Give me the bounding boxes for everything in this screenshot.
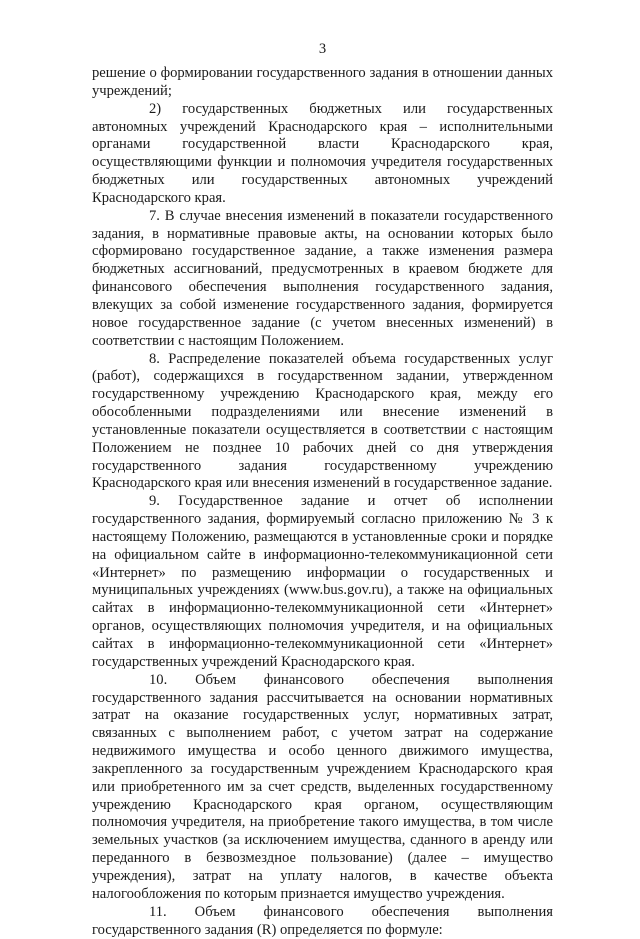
paragraph-item-11: 11. Объем финансового обеспечения выполнения государственного задания (R) определяется по формуле: bbox=[92, 903, 553, 938]
paragraph-item-9: 9. Государственное задание и отчет об исполнении государственного задания, формируемый согласно приложению № 3 к настоящему Положению, размещаются в установленные сроки и порядке на официальном сайте в информационно-телекоммуникационной сети «Интернет» по размещению информации о государственных и муниципальных учреждениях (www.bus.gov.ru), а также на официальных сайтах в информационно-телекоммуникационной сети «Интернет» органов, осуществляющих полномочия учредителя, и на официальных сайтах в информационно-телекоммуникационной сети «Интернет» государственных учреждений Краснодарского края. bbox=[92, 493, 553, 670]
page-number: 3 bbox=[318, 41, 327, 57]
document-body bbox=[92, 65, 553, 939]
paragraph-item-7: 7. В случае внесения изменений в показатели государственного задания, в нормативные правовые акты, на основании которых было сформировано государственное задание, а также изменения размера бюджетных ассигнований, предусмотренных в краевом бюджете для финансового обеспечения выполнения государственного задания, влекущих за собой изменение государственного задания, формируется новое государственное задание (с учетом внесенных изменений) в соответствии с настоящим Положением. bbox=[92, 207, 553, 349]
paragraph-item-2: 2) государственных бюджетных или государственных автономных учреждений Краснодарского края – исполнительными органами государственной власти Краснодарского края, осуществляющими функции и полномочия учредителя государственных бюджетных или государственных автономных учреждений Краснодарского края. bbox=[92, 100, 553, 206]
paragraph-item-10: 10. Объем финансового обеспечения выполнения государственного задания рассчитывается на основании нормативных затрат на оказание государственных услуг, нормативных затрат, связанных с выполнением работ, с учетом затрат на содержание недвижимого имущества и особо ценного движимого имущества, закрепленного за государственным учреждением Краснодарского края или приобретенного им за счет средств, выделенных государственному учреждению Краснодарского края органом, осуществляющим полномочия учредителя, на приобретение такого имущества, в том числе земельных участков (за исключением имущества, сданного в аренду или переданного в безвозмездное пользование) (далее – имущество учреждения), затрат на уплату налогов, в качестве объекта налогообложения по которым признается имущество учреждения. bbox=[92, 671, 553, 902]
paragraph-item-8: 8. Распределение показателей объема государственных услуг (работ), содержащихся в государственном задании, утвержденном государственному учреждению Краснодарского края, между его обособленными подразделениями или внесение изменений в установленные показатели осуществляется в соответствии с настоящим Положением не позднее 10 рабочих дней со дня утверждения государственного задания государственному учреждению Краснодарского края или внесения изменений в государственное задание. bbox=[92, 350, 553, 492]
paragraph-continuation: решение о формировании государственного задания в отношении данных учреждений; bbox=[92, 65, 553, 99]
